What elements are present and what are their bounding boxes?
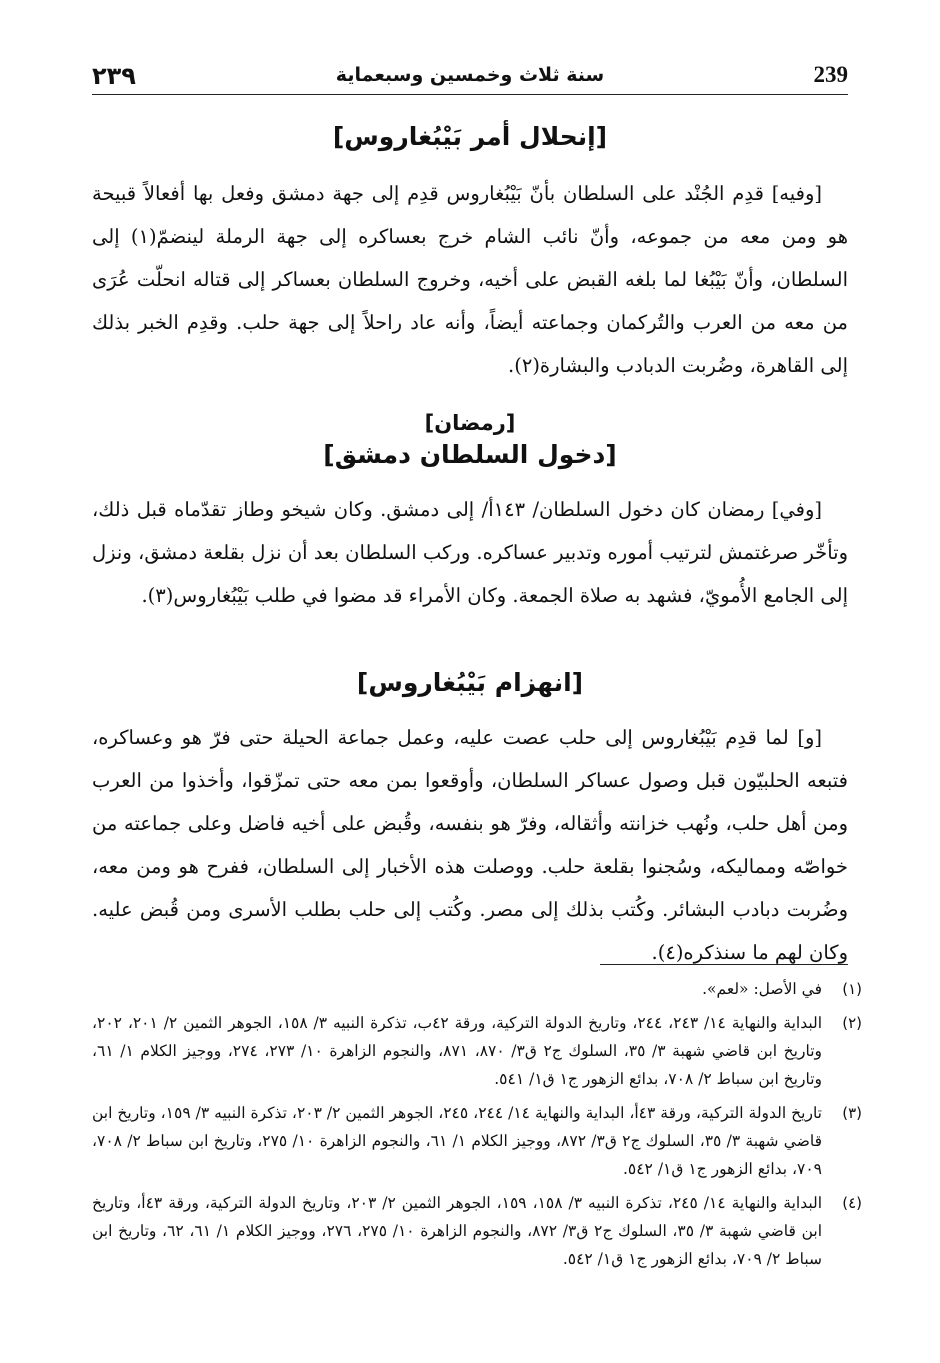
footnote-text: البداية والنهاية ١٤/ ٢٤٥، تذكرة النبيه ٣/ ١٥٨، ١٥٩، الجوهر الثمين ٢/ ٢٠٣، وتاريخ الدولة التركية، ورقة ٤٣أ، وتاريخ ابن قاضي شهبة ٣/ ٣٥، السلوك ج٢ ق٣/ ٨٧٢، والنجوم الزاهرة ١٠/ ٢٧٥، ٢٧٦، ووجيز الكلام ١/ ٦١، ٦٢، وتاريخ ابن سباط ٢/ ٧٠٩، بدائع الزهور ج١ ق١/ ٥٤٢.	[92, 1194, 823, 1268]
footnote-separator	[600, 964, 848, 965]
section-heading: [دخول السلطان دمشق]	[323, 440, 617, 469]
paragraph: [و] لما قدِم بَيْبُغاروس إلى حلب عصت عليه، وعمل جماعة الحيلة حتى فرّ هو وعساكره، فتبعه الحلبيّون قبل وصول عساكر السلطان، وأوقعوا بمن معه حتى تمزّقوا، وأخذوا من العرب ومن أهل حلب، ونُهب خزانته وأثقاله، وفرّ هو بنفسه، وقُبض على أخيه فاضل وعلى جماعته من خواصّه ومماليكه، وسُجنوا بقلعة حلب. ووصلت هذه الأخبار إلى السلطان، ففرح هو ومن معه، وضُربت دبادب البشائر. وكُتب بذلك إلى مصر. وكُتب إلى حلب بطلب الأسرى ومن قُبض عليه. وكان لهم ما سنذكره(٤).	[92, 726, 848, 964]
page-number-latin: 239	[813, 62, 848, 87]
section-heading: [إنحلال أمر بَيْبُغاروس]	[332, 122, 608, 151]
footnote-text: تاريخ الدولة التركية، ورقة ٤٣أ، البداية والنهاية ١٤/ ٢٤٤، ٢٤٥، الجوهر الثمين ٢/ ٢٠٣، تذكرة النبيه ٣/ ١٥٩، وتاريخ ابن قاضي شهبة ٣/ ٣٥، السلوك ج٢ ق٣/ ٨٧٢، ووجيز الكلام ١/ ٦١، والنجوم الزاهرة ١٠/ ٢٧٥، وتاريخ ابن سباط ٢/ ٧٠٨، ٧٠٩، بدائع الزهور ج١ ق١/ ٥٤٢.	[92, 1104, 822, 1178]
footnote-number: (٣)	[842, 1104, 862, 1122]
section-collapse-of-baybugharus	[92, 122, 848, 151]
section-sultan-enters-damascus	[92, 440, 848, 469]
section-body	[92, 488, 848, 617]
footnote-number: (١)	[842, 980, 862, 998]
section-body	[92, 172, 848, 387]
running-header	[92, 58, 848, 95]
footnote-number: (٢)	[842, 1014, 862, 1032]
section-heading: [انهزام بَيْبُغاروس]	[356, 668, 584, 697]
footnote-text: البداية والنهاية ١٤/ ٢٤٣، ٢٤٤، وتاريخ الدولة التركية، ورقة ٤٢ب، تذكرة النبيه ٣/ ١٥٨، الجوهر الثمين ٢/ ٢٠١، ٢٠٢، وتاريخ ابن قاضي شهبة ٣/ ٣٥، السلوك ج٢ ق٣/ ٨٧٠، ٨٧١، والنجوم الزاهرة ١٠/ ٢٧٣، ٢٧٤، ووجيز الكلام ١/ ٦١، وتاريخ ابن سباط ٢/ ٧٠٨، بدائع الزهور ج١ ق١/ ٥٤١.	[92, 1014, 823, 1088]
footnote-text: في الأصل: «لعم».	[702, 980, 822, 998]
paragraph: [وفي] رمضان كان دخول السلطان/ ١٤٣أ/ إلى دمشق. وكان شيخو وطاز تقدّماه قبل ذلك، وتأخّر صرغتمش لترتيب أموره وتدبير عساكره. وركب السلطان بعد أن نزل بقلعة دمشق، ونزل إلى الجامع الأُمويّ، فشهد به صلاة الجمعة. وكان الأمراء قد مضوا في طلب بَيْبُغاروس(٣).	[92, 498, 848, 607]
footnote	[92, 1009, 862, 1093]
footnote	[92, 1099, 862, 1183]
section-defeat-of-baybugharus	[92, 668, 848, 697]
footnote-number: (٤)	[842, 1194, 862, 1212]
running-title: سنة ثلاث وخمسين وسبعماية	[335, 64, 605, 86]
paragraph: [وفيه] قدِم الجُنْد على السلطان بأنّ بَيْبُغاروس قدِم إلى جهة دمشق وفعل بها أفعالاً قبيحة هو ومن معه من جموعه، وأنّ نائب الشام خرج بعساكره إلى جهة الرملة لينضمّ(١) إلى السلطان، وأنّ بَيْبُغا لما بلغه القبض على أخيه، وخروج السلطان بعساكر إلى قتاله انحلّت عُرَى من معه من العرب والتُركمان وجماعته أيضاً، وأنه عاد راحلاً إلى جهة حلب. وقدِم الخبر بذلك إلى القاهرة، وضُربت الدبادب والبشارة(٢).	[92, 182, 849, 377]
page-number-arabic: ٢٣٩	[92, 62, 136, 90]
section-heading: [رمضان]	[424, 411, 516, 435]
section-body	[92, 716, 848, 974]
section-ramadan	[92, 411, 848, 435]
footnote	[92, 1189, 862, 1273]
footnote	[92, 975, 862, 1003]
footnotes	[92, 975, 862, 1279]
